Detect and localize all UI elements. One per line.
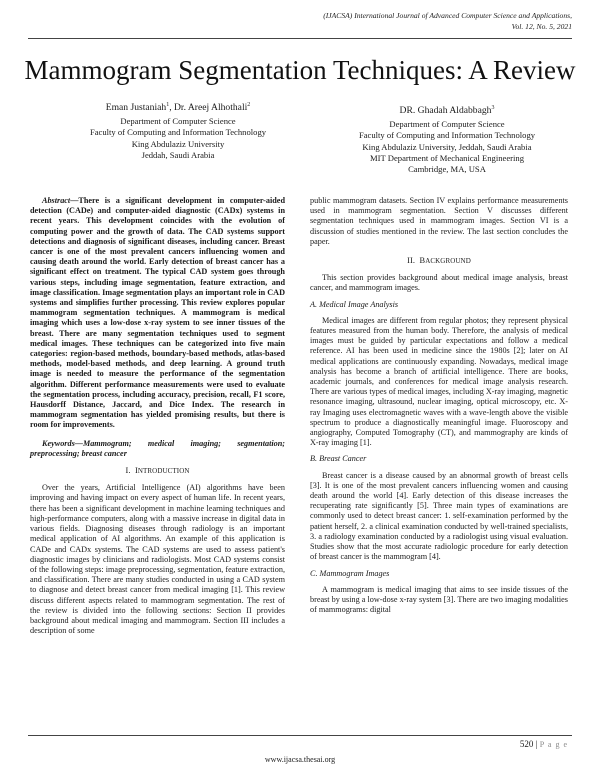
keywords: Keywords—Mammogram; medical imaging; segmentation; preprocessing; breast cancer — [30, 438, 285, 458]
author-name-right: DR. Ghadah Aldabbagh$^3$ — [399, 105, 495, 117]
abstract — [30, 196, 285, 431]
journal-header-line2: Vol. 12, No. 5, 2021 — [511, 22, 572, 31]
subsection-heading-breast-cancer: B. Breast Cancer — [310, 454, 367, 464]
journal-header — [212, 10, 572, 32]
paper-title: Mammogram Segmentation Techniques: A Review — [24, 55, 576, 85]
abstract-text: —There is a significant development in computer-aided detection (CADe) and computer-aided diagnostic (CADx) systems in recent years. This development coincides with the evolution of computing power and the growth of data. The CAD systems support detections and diagnosis of significant diseases, including cancer. Breast cancer is one of the most prevalent cancers influencing women and causing death around the world. Early detection of breast cancer has a significant effect on treatment. The typical CAD system goes through various steps, including image segmentation, feature extraction, and image classification. Image segmentation plays an important role in CAD systems and simplifies further processing. This review explores popular mammogram segmentation techniques. A mammogram is medical imaging which uses a low-dose x-ray system to see inner tissues of the breast. There are many segmentation techniques used to segment medical images. These techniques can be categorized into five main categories: region-based methods, boundary-based methods, atlas-based methods, model-based methods, and deep learning. A ground truth image is needed to measure the performance of the segmentation algorithm. Different performance measurements were used to evaluate the segmentation process, including accuracy, precision, recall, F1 score, Hausdorff Distance, Jaccard, and Dice Index. The research in mammogram segmentation has yielded promising results, but there is room for improvements. — [30, 196, 286, 430]
left-column — [30, 196, 285, 636]
right-column — [310, 196, 568, 615]
journal-header-line1: (IJACSA) International Journal of Advanced Computer Science and Applications, — [323, 11, 572, 20]
affiliation-line: Department of Computer Science — [120, 116, 236, 127]
intro-paragraph: Over the years, Artificial Intelligence (AI) algorithms have been improving and having impact on every aspect of human life. In recent years, there has been a significant development in machine learning techniques and high-performance computers, along with a massive increase in digital data in various fields. Diagnosing diseases through radiology is an important medical application of AI algorithms. An example of this application is CADe and CADx systems. The CAD systems are used to assess patient's diagnostic images by clinicians and radiologists. Most CAD systems consist of the following steps: image preprocessing, segmentation, feature extraction, and classification. There are many studies conducted in using a CAD system to diagnose and detect breast cancer from medical imaging [1]. This review discuss different aspects related to mammogram segmentation. The rest of the review is divided into the following sections: Section II provides background about medical imaging and mammogram. Section III includes a description of some — [30, 483, 285, 636]
background-paragraph: This section provides background about medical image analysis, breast cancer, and mammogram images. — [310, 273, 568, 293]
subsection-heading-medical-image-analysis: A. Medical Image Analysis — [310, 299, 399, 309]
subsection-heading-mammogram-images: C. Mammogram Images — [310, 568, 390, 578]
author-block-left — [58, 99, 298, 161]
breast-cancer-paragraph: Breast cancer is a disease caused by an abnormal growth of breast cells [3]. It is one of the most prevalent cancers influencing women and causing death around the world [4]. Early detection of this disease increases the recuperating rate significantly [5]. Three main types of examinations are commonly used to detect breast cancer: 1. self-examination performed by the patient herself, 2. a clinical examination conducted by well-trained specialists, 3. a radiology examination conducted by a radiologist using visual evaluation. Studies show that the most accurate radiologic procedure for early detection of breast cancer is the mammogram [4]. — [310, 470, 568, 562]
footer-divider — [28, 735, 572, 736]
footer-url: www.ijacsa.thesai.org — [264, 755, 336, 764]
affiliation-line: Jeddah, Saudi Arabia — [141, 149, 215, 160]
author-block-right — [322, 102, 572, 175]
section-heading-introduction: I. INTRODUCTION — [125, 466, 190, 476]
affiliation-line: King Abdulaziz University — [131, 138, 225, 149]
section-heading-background: II. BACKGROUND — [407, 256, 471, 266]
abstract-lead: Abstract — [42, 196, 71, 205]
mammogram-images-paragraph: A mammogram is medical imaging that aims to see inside tissues of the breast by using a low-dose x-ray system [3]. There are two imaging modalities of mammograms: digital — [310, 584, 568, 615]
affiliation-line: King Abdulaziz University, Jeddah, Saudi Arabia — [362, 141, 532, 152]
page-number: 520 | P a g e — [519, 739, 568, 749]
header-divider — [28, 38, 572, 39]
intro-paragraph-continued: public mammogram datasets. Section IV explains performance measurements used in mammogram segmentation. Section V discusses different segmentation techniques used in mammogram images. Section VI is a discussion of studies mentioned in the review. The last section concludes the paper. — [310, 196, 568, 246]
affiliation-line: Cambridge, MA, USA — [408, 164, 486, 174]
affiliation-line: Faculty of Computing and Information Technology — [89, 127, 267, 138]
affiliation-line: Faculty of Computing and Information Technology — [358, 130, 536, 141]
medical-image-analysis-paragraph: Medical images are different from regular photos; they represent physical features measured from the human body. Therefore, the analysis of medical images must be guided by particular expectations and follow a medical reference. AI has been used in medicine since the 1980s [2]; later on AI medical applications are continuously expanding. Nowadays, medical image analysis has become a branch of artificial intelligence. There are books, academic journals, and conferences for medical image analysis research. There are various types of medical images, including X-ray imaging, magnetic resonance imaging, ultrasound, nuclear imaging, optical microscopy, etc. X-ray Imaging uses electromagnetic waves with a wave-length above the visible spectrum to produce a diagnostically meaningful image. Fluoroscopy and angiography, Computed Tomography (CT), and mammography are kinds of X-ray imaging [1]. — [310, 315, 568, 448]
author-names-left: Eman Justaniah$^1$, Dr. Areej Alhothali$^2$ — [105, 102, 251, 114]
affiliation-line: Department of Computer Science — [389, 119, 505, 130]
affiliation-line: MIT Department of Mechanical Engineering — [370, 152, 524, 163]
